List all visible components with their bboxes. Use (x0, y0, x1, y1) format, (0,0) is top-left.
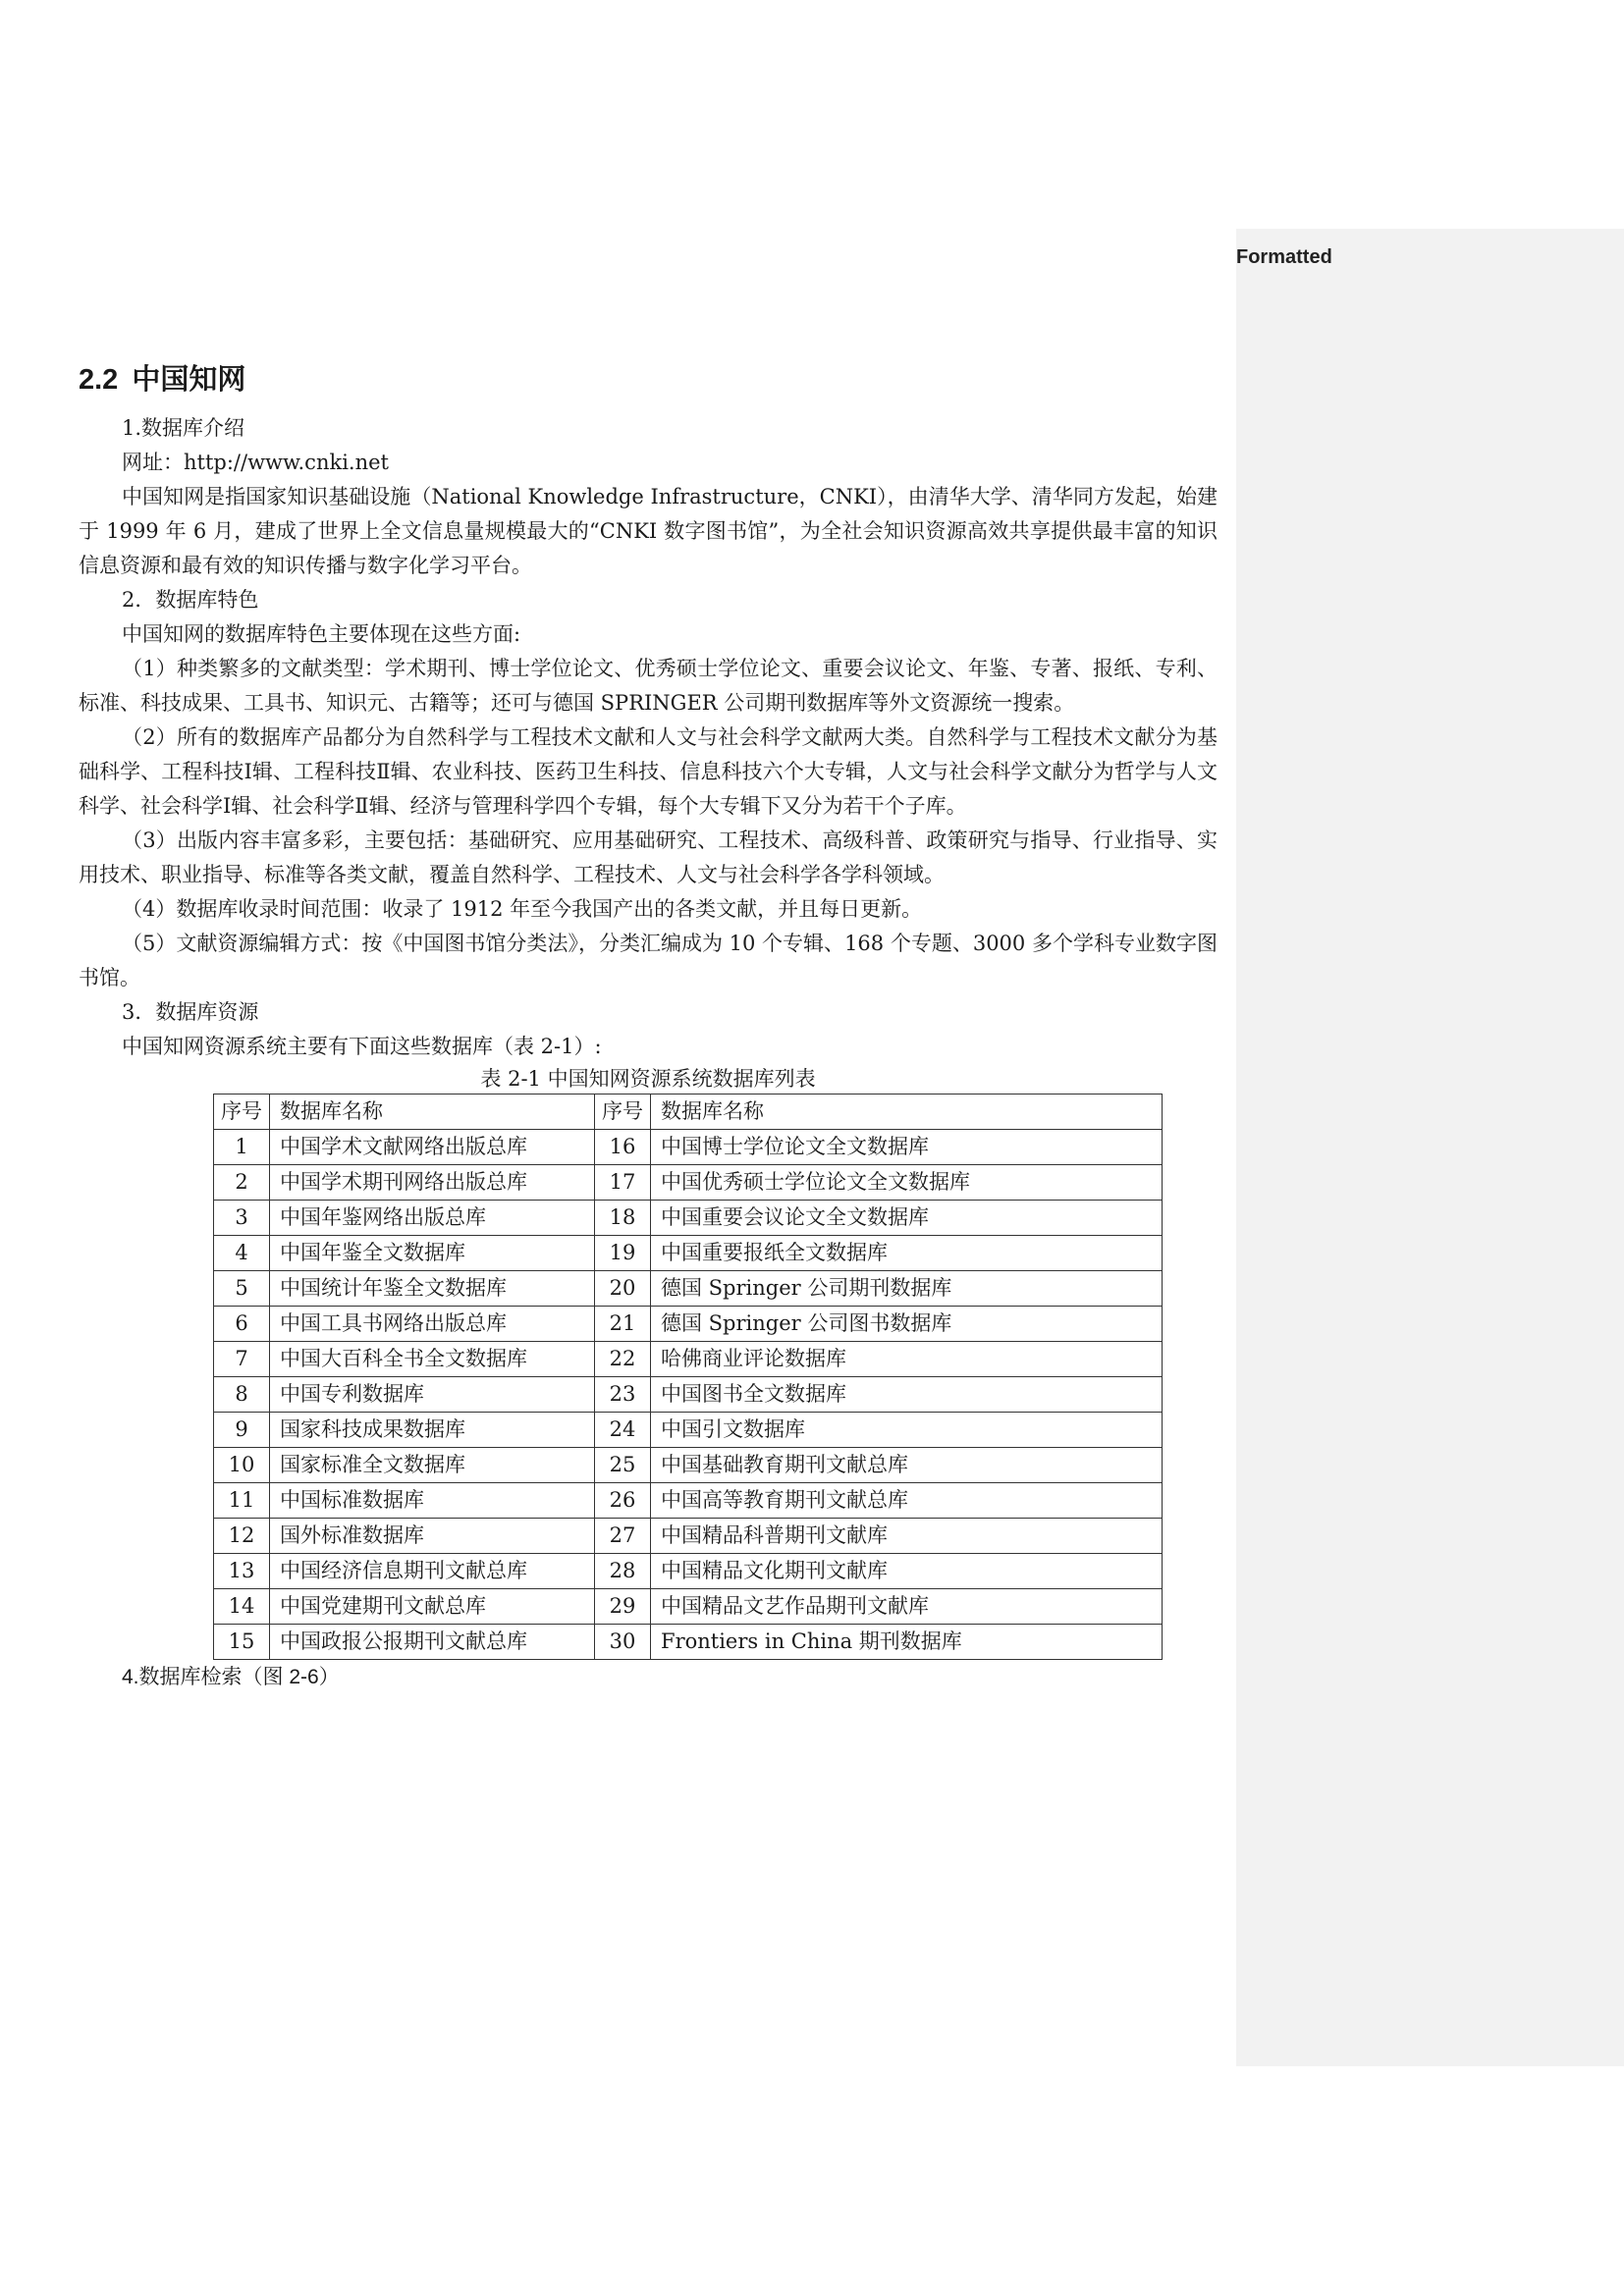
database-table (213, 1094, 1163, 1660)
row-index-left: 8 (214, 1377, 270, 1413)
row-index-left: 2 (214, 1165, 270, 1201)
row-name-right: 中国重要会议论文全文数据库 (651, 1201, 1163, 1236)
row-index-left: 10 (214, 1448, 270, 1483)
row-index-left: 5 (214, 1271, 270, 1307)
row-name-left: 中国年鉴网络出版总库 (270, 1201, 595, 1236)
comment-pane-header: Formatted (1236, 246, 1332, 268)
row-index-right: 23 (595, 1377, 651, 1413)
feature-5: （5）文献资源编辑方式：按《中国图书馆分类法》，分类汇编成为 10 个专辑、168 个专题、3000 多个学科专业数字图书馆。 (79, 932, 1218, 989)
header-name-2: 数据库名称 (651, 1095, 1163, 1130)
feature-4: （4）数据库收录时间范围：收录了 1912 年至今我国产出的各类文献，并且每日更新。 (122, 897, 923, 921)
features-heading: 2．数据库特色 (122, 588, 259, 612)
table-row (214, 1377, 1163, 1413)
table-row (214, 1165, 1163, 1201)
row-index-left: 13 (214, 1554, 270, 1589)
row-index-right: 16 (595, 1130, 651, 1165)
page-content (79, 358, 1218, 1694)
row-index-right: 21 (595, 1307, 651, 1342)
row-index-left: 12 (214, 1519, 270, 1554)
comment-pane (1236, 229, 1624, 2066)
table-row (214, 1413, 1163, 1448)
feature-3: （3）出版内容丰富多彩，主要包括：基础研究、应用基础研究、工程技术、高级科普、政策研究与指导、行业指导、实用技术、职业指导、标准等各类文献，覆盖自然科学、工程技术、人文与社会科学各学科领域。 (79, 828, 1218, 886)
section-title: 中国知网 (132, 364, 246, 396)
row-name-left: 中国政报公报期刊文献总库 (270, 1625, 595, 1660)
row-index-left: 15 (214, 1625, 270, 1660)
row-name-left: 中国经济信息期刊文献总库 (270, 1554, 595, 1589)
row-index-right: 24 (595, 1413, 651, 1448)
table-row (214, 1519, 1163, 1554)
table-row (214, 1448, 1163, 1483)
row-index-left: 6 (214, 1307, 270, 1342)
row-index-right: 20 (595, 1271, 651, 1307)
header-index-1: 序号 (214, 1095, 270, 1130)
section-heading (79, 358, 1218, 401)
row-index-right: 30 (595, 1625, 651, 1660)
row-index-right: 27 (595, 1519, 651, 1554)
row-index-left: 7 (214, 1342, 270, 1377)
row-index-left: 9 (214, 1413, 270, 1448)
intro-heading: 1.数据库介绍 (122, 416, 245, 440)
row-name-right: 德国 Springer 公司期刊数据库 (651, 1271, 1163, 1307)
resources-lead: 中国知网资源系统主要有下面这些数据库（表 2-1）: (122, 1035, 602, 1058)
row-index-right: 19 (595, 1236, 651, 1271)
row-name-left: 中国标准数据库 (270, 1483, 595, 1519)
row-name-right: 中国基础教育期刊文献总库 (651, 1448, 1163, 1483)
row-name-right: 中国图书全文数据库 (651, 1377, 1163, 1413)
intro-paragraph: 中国知网是指国家知识基础设施（National Knowledge Infrastructure，CNKI），由清华大学、清华同方发起，始建于 1999 年 6 月，建成了世界上全文信息量规模最大的“CNKI 数字图书馆”，为全社会知识资源高效共享提供最丰富的知识信息资源和最有效的知识传播与数字化学习平台。 (79, 485, 1218, 577)
row-name-left: 国家科技成果数据库 (270, 1413, 595, 1448)
header-name-1: 数据库名称 (270, 1095, 595, 1130)
table-row (214, 1342, 1163, 1377)
row-index-left: 4 (214, 1236, 270, 1271)
table-row (214, 1554, 1163, 1589)
row-name-right: 中国博士学位论文全文数据库 (651, 1130, 1163, 1165)
table-body (214, 1130, 1163, 1660)
row-index-right: 28 (595, 1554, 651, 1589)
row-index-right: 22 (595, 1342, 651, 1377)
table-caption: 表 2-1 中国知网资源系统数据库列表 (480, 1067, 816, 1091)
row-name-left: 国家标准全文数据库 (270, 1448, 595, 1483)
row-name-left: 国外标准数据库 (270, 1519, 595, 1554)
row-name-left: 中国大百科全书全文数据库 (270, 1342, 595, 1377)
row-name-left: 中国学术文献网络出版总库 (270, 1130, 595, 1165)
row-name-right: 德国 Springer 公司图书数据库 (651, 1307, 1163, 1342)
table-row (214, 1625, 1163, 1660)
table-row (214, 1271, 1163, 1307)
row-name-right: 中国优秀硕士学位论文全文数据库 (651, 1165, 1163, 1201)
table-row (214, 1307, 1163, 1342)
row-name-right: 哈佛商业评论数据库 (651, 1342, 1163, 1377)
row-index-left: 14 (214, 1589, 270, 1625)
row-index-left: 3 (214, 1201, 270, 1236)
row-index-right: 25 (595, 1448, 651, 1483)
feature-2: （2）所有的数据库产品都分为自然科学与工程技术文献和人文与社会科学文献两大类。自然科学与工程技术文献分为基础科学、工程科技Ⅰ辑、工程科技Ⅱ辑、农业科技、医药卫生科技、信息科技六个大专辑，人文与社会科学文献分为哲学与人文科学、社会科学Ⅰ辑、社会科学Ⅱ辑、经济与管理科学四个专辑，每个大专辑下又分为若干个子库。 (79, 725, 1218, 818)
table-row (214, 1130, 1163, 1165)
table-row (214, 1589, 1163, 1625)
row-index-right: 18 (595, 1201, 651, 1236)
row-index-right: 26 (595, 1483, 651, 1519)
url-line: 网址：http://www.cnki.net (122, 451, 389, 474)
row-name-left: 中国年鉴全文数据库 (270, 1236, 595, 1271)
row-name-right: 中国重要报纸全文数据库 (651, 1236, 1163, 1271)
row-name-right: 中国高等教育期刊文献总库 (651, 1483, 1163, 1519)
feature-1: （1）种类繁多的文献类型：学术期刊、博士学位论文、优秀硕士学位论文、重要会议论文、年鉴、专著、报纸、专利、标准、科技成果、工具书、知识元、古籍等；还可与德国 SPRINGER 公司期刊数据库等外文资源统一搜索。 (79, 657, 1218, 715)
row-index-right: 29 (595, 1589, 651, 1625)
row-name-right: 中国精品文化期刊文献库 (651, 1554, 1163, 1589)
row-name-left: 中国学术期刊网络出版总库 (270, 1165, 595, 1201)
table-header-row (214, 1095, 1163, 1130)
row-index-left: 11 (214, 1483, 270, 1519)
row-name-left: 中国专利数据库 (270, 1377, 595, 1413)
table-row (214, 1201, 1163, 1236)
table-row (214, 1236, 1163, 1271)
row-name-right: Frontiers in China 期刊数据库 (651, 1625, 1163, 1660)
row-name-left: 中国统计年鉴全文数据库 (270, 1271, 595, 1307)
row-name-right: 中国精品科普期刊文献库 (651, 1519, 1163, 1554)
section-number: 2.2 (79, 364, 119, 396)
row-name-right: 中国精品文艺作品期刊文献库 (651, 1589, 1163, 1625)
features-lead: 中国知网的数据库特色主要体现在这些方面: (122, 622, 521, 646)
header-index-2: 序号 (595, 1095, 651, 1130)
row-name-left: 中国工具书网络出版总库 (270, 1307, 595, 1342)
search-heading: 4.数据库检索（图 2-6） (122, 1666, 340, 1688)
row-index-left: 1 (214, 1130, 270, 1165)
row-index-right: 17 (595, 1165, 651, 1201)
resources-heading: 3．数据库资源 (122, 1000, 259, 1024)
row-name-right: 中国引文数据库 (651, 1413, 1163, 1448)
row-name-left: 中国党建期刊文献总库 (270, 1589, 595, 1625)
table-row (214, 1483, 1163, 1519)
